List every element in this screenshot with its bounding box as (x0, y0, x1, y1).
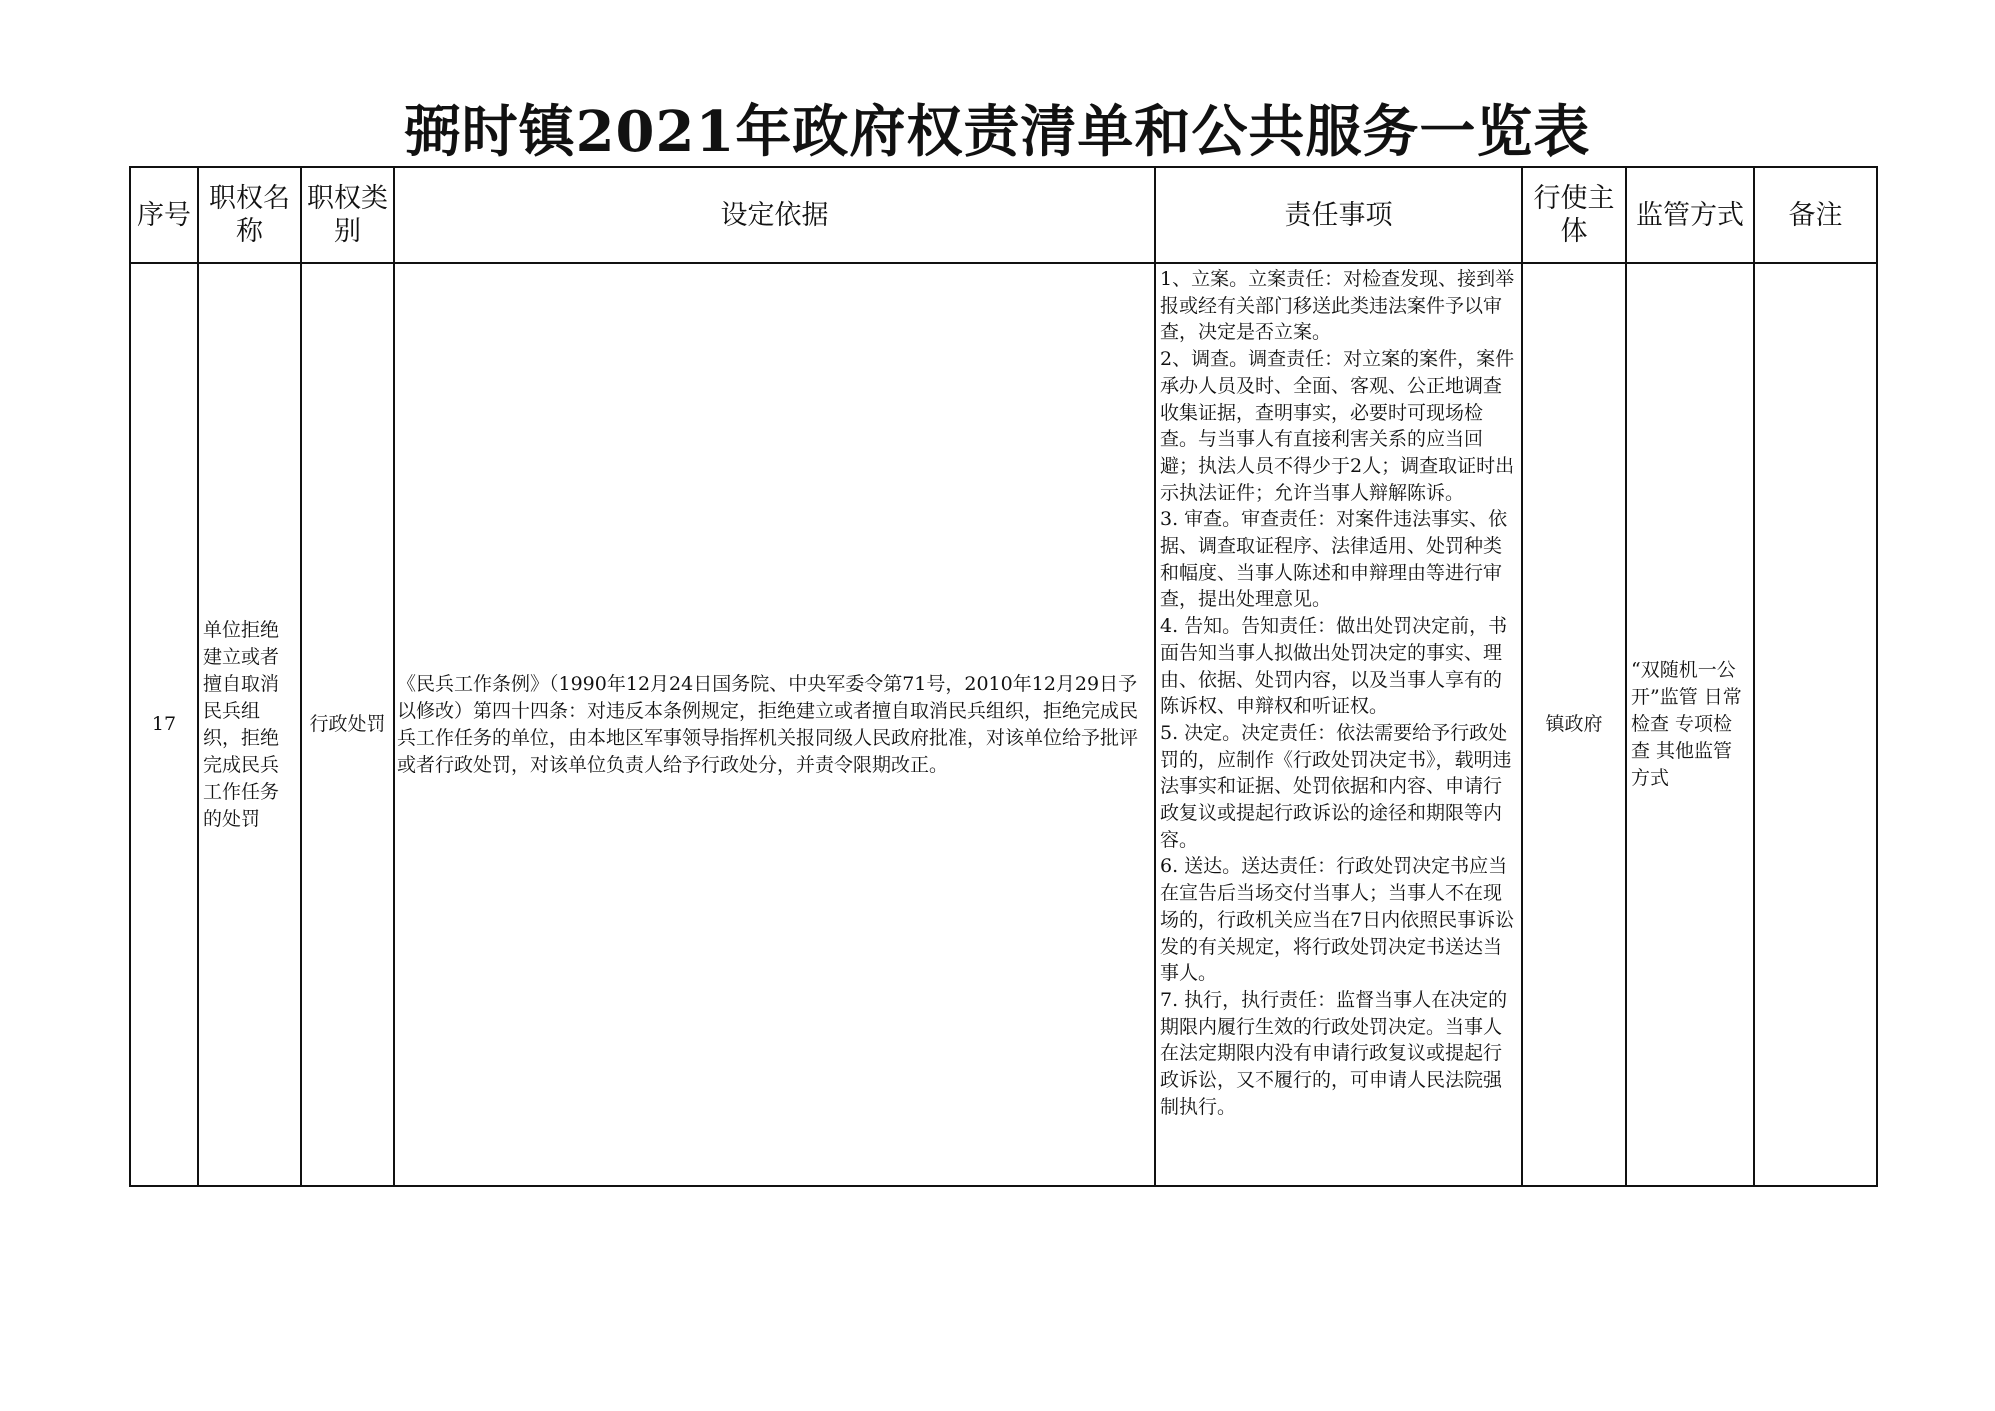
table-header-row (130, 167, 1877, 263)
duty-item: 2、调查。调查责任：对立案的案件，案件承办人员及时、全面、客观、公正地调查收集证据，查明事实，必要时可现场检查。与当事人有直接利害关系的应当回避；执法人员不得少于2人；调查取证时出示执法证件；允许当事人辩解陈诉。 (1160, 348, 1515, 504)
header-seq: 序号 (130, 167, 198, 263)
header-remarks: 备注 (1754, 167, 1877, 263)
cell-category: 行政处罚 (301, 263, 394, 1186)
duties-list (1160, 266, 1517, 1184)
cell-duties (1155, 263, 1522, 1186)
header-name: 职权名称 (198, 167, 301, 263)
header-basis: 设定依据 (394, 167, 1155, 263)
header-supervision: 监管方式 (1626, 167, 1754, 263)
header-category: 职权类别 (301, 167, 394, 263)
cell-remarks (1754, 263, 1877, 1186)
duty-item: 4. 告知。告知责任：做出处罚决定前，书面告知当事人拟做出处罚决定的事实、理由、依据、处罚内容，以及当事人享有的陈诉权、申辩权和听证权。 (1160, 615, 1508, 718)
cell-name: 单位拒绝建立或者擅自取消民兵组织，拒绝完成民兵工作任务的处罚 (198, 263, 301, 1186)
power-list-table (129, 166, 1878, 1187)
cell-supervision: “双随机一公开”监管 日常检查 专项检查 其他监管方式 (1626, 263, 1754, 1186)
duty-item: 7. 执行，执行责任：监督当事人在决定的期限内履行生效的行政处罚决定。当事人在法定期限内没有申请行政复议或提起行政诉讼，又不履行的，可申请人民法院强制执行。 (1160, 988, 1508, 1118)
duty-item: 3. 审查。审查责任：对案件违法事实、依据、调查取证程序、法律适用、处罚种类和幅度、当事人陈述和申辩理由等进行审查，提出处理意见。 (1160, 508, 1508, 611)
duty-item: 5. 决定。决定责任：依法需要给予行政处罚的，应制作《行政处罚决定书》，载明违法事实和证据、处罚依据和内容、申请行政复议或提起行政诉讼的途径和期限等内容。 (1160, 721, 1512, 851)
duty-item: 1、立案。立案责任：对检查发现、接到举报或经有关部门移送此类违法案件予以审查，决定是否立案。 (1160, 268, 1515, 344)
cell-seq: 17 (130, 263, 198, 1186)
cell-subject: 镇政府 (1522, 263, 1626, 1186)
page-title: 弼时镇2021年政府权责清单和公共服务一览表 (404, 99, 1591, 165)
header-duties: 责任事项 (1155, 167, 1522, 263)
cell-basis: 《民兵工作条例》（1990年12月24日国务院、中央军委令第71号，2010年12月29日予以修改）第四十四条：对违反本条例规定，拒绝建立或者擅自取消民兵组织，拒绝完成民兵工作任务的单位，由本地区军事领导指挥机关报同级人民政府批准，对该单位给予批评或者行政处罚，对该单位负责人给予行政处分，并责令限期改正。 (394, 263, 1155, 1186)
header-subject: 行使主体 (1522, 167, 1626, 263)
duty-item: 6. 送达。送达责任：行政处罚决定书应当在宣告后当场交付当事人；当事人不在现场的，行政机关应当在7日内依照民事诉讼发的有关规定，将行政处罚决定书送达当事人。 (1160, 855, 1515, 985)
table-row (130, 263, 1877, 1186)
